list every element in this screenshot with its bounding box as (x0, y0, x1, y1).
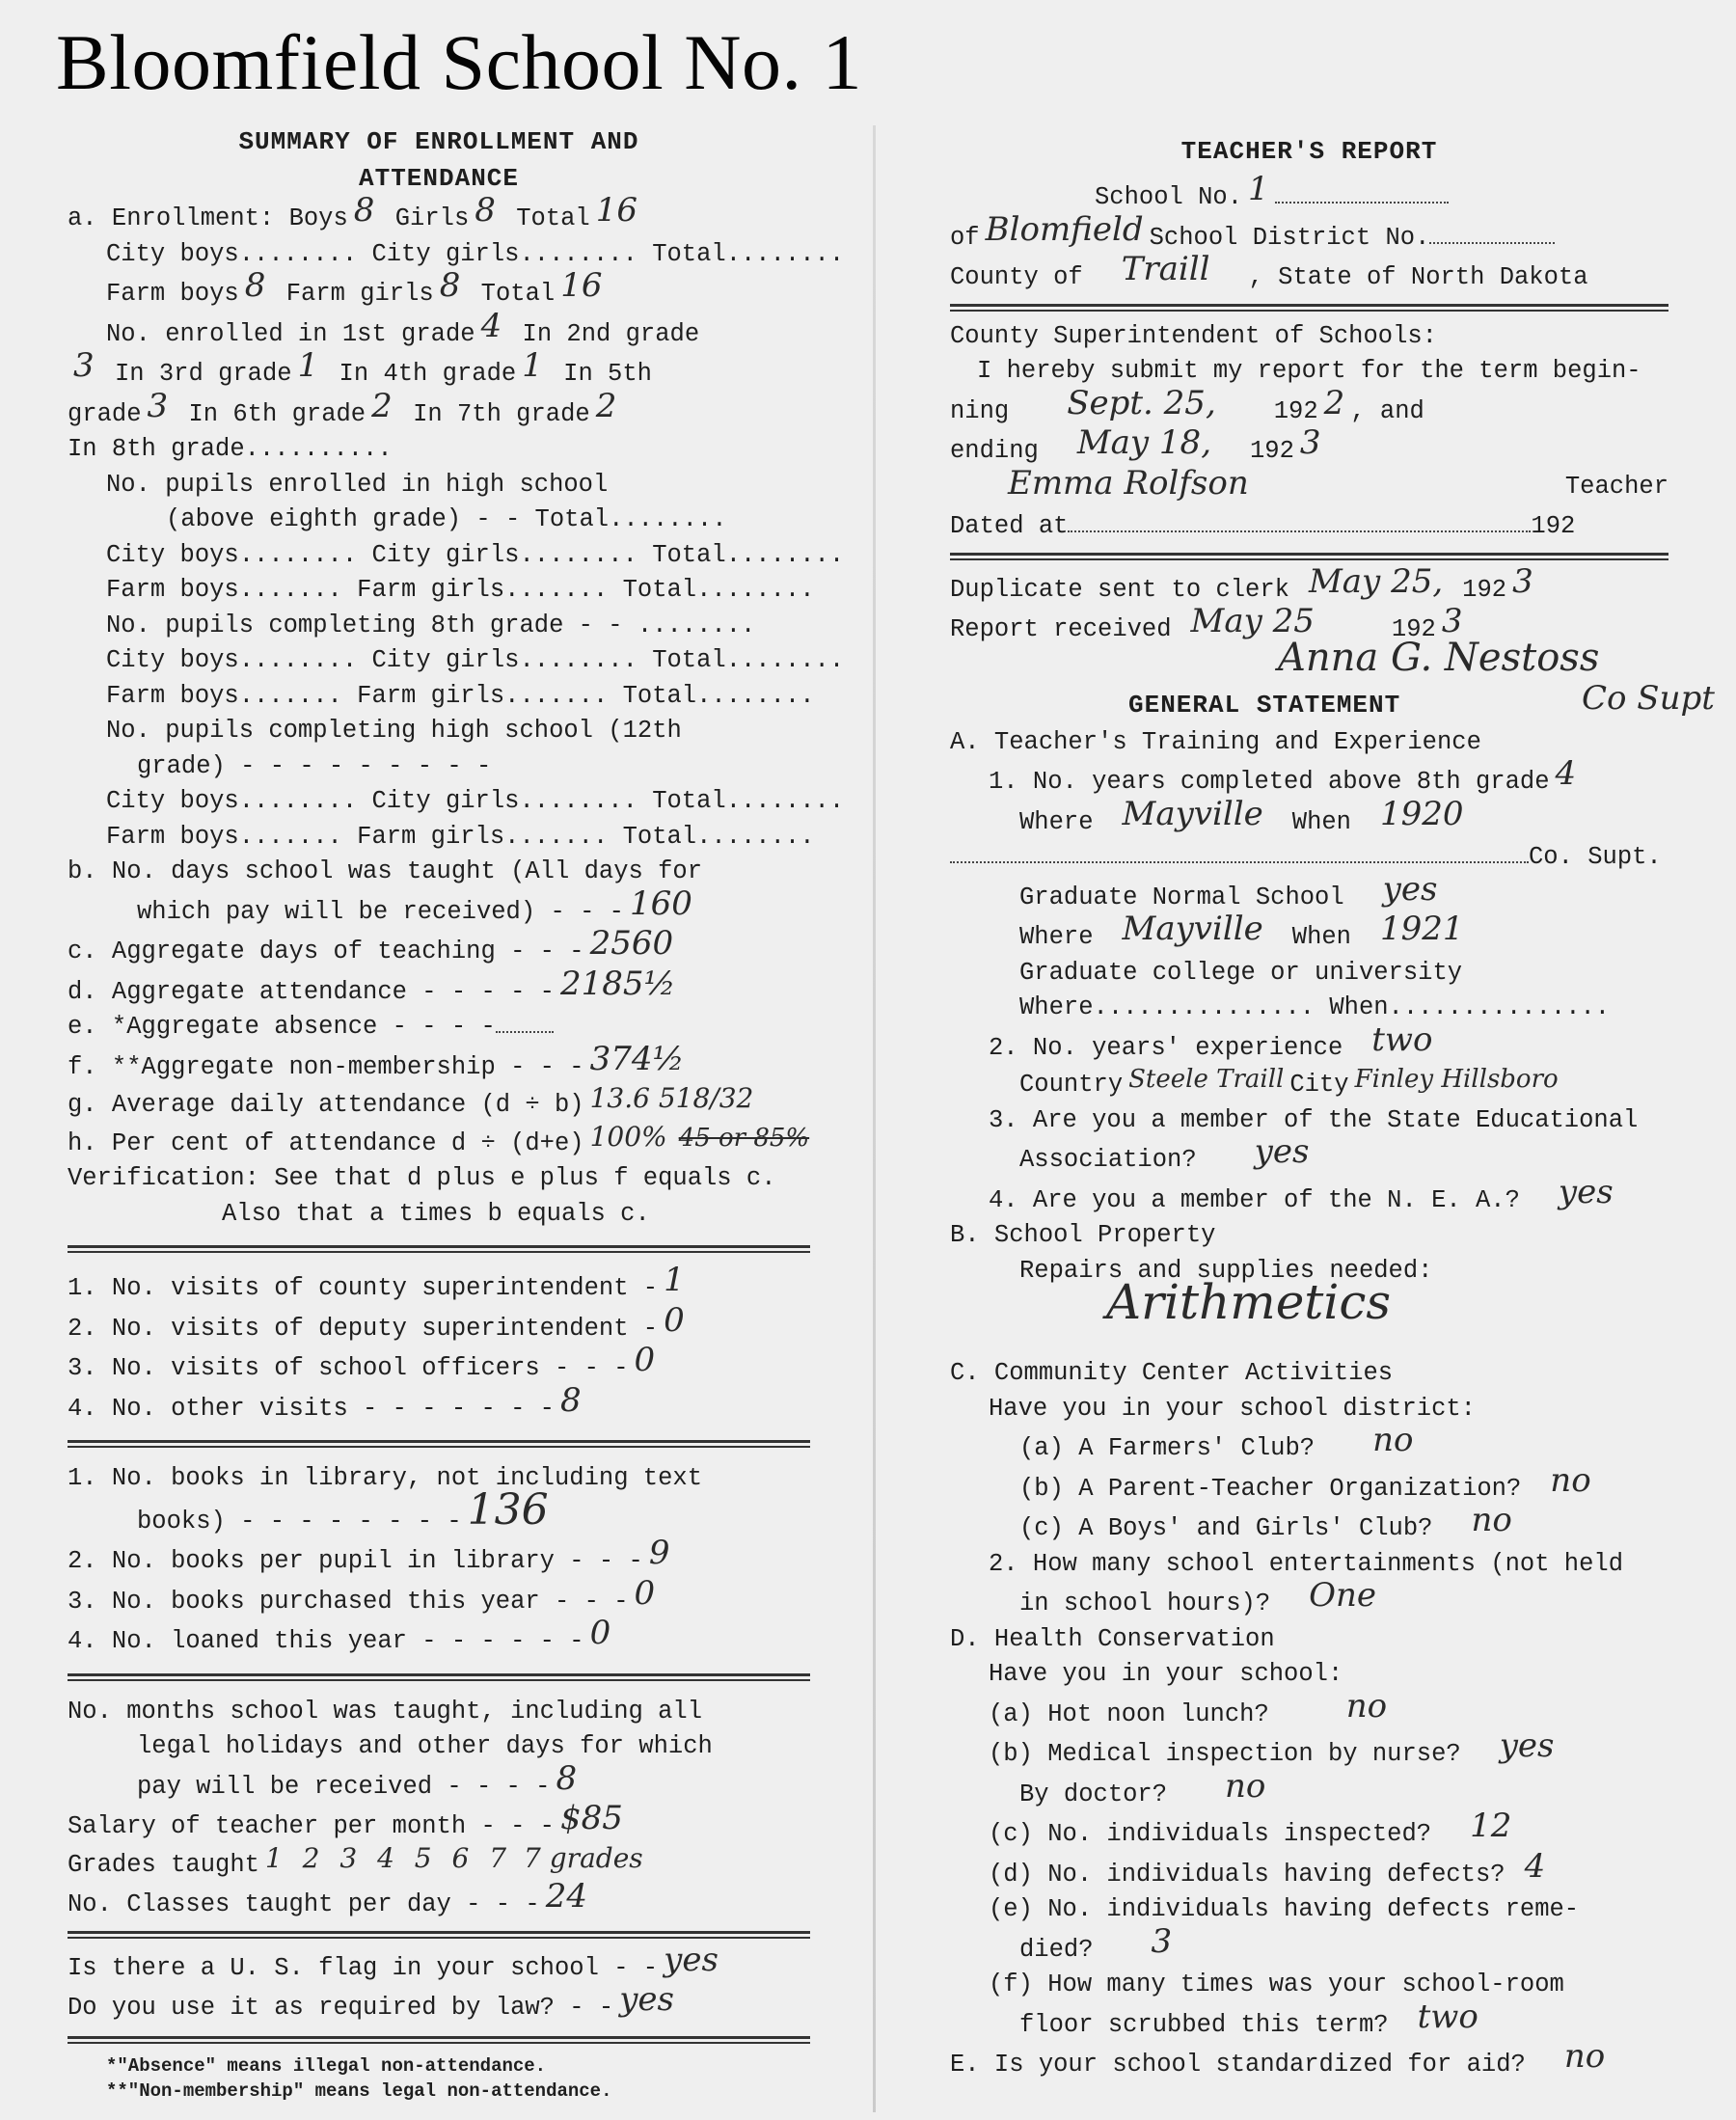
health-intro-row: Have you in your school: (989, 1660, 1343, 1688)
completing-8th-farm-row: Farm boys....... Farm girls....... Total........ (106, 681, 815, 710)
county-supt-row: County Superintendent of Schools: (950, 321, 1437, 350)
aggregate-days-value: 2560 (589, 924, 674, 963)
country-city-row (950, 1066, 1668, 1103)
library-books-label: books) - - - - - - - - (137, 1507, 462, 1536)
school-no-line (1275, 180, 1449, 204)
inspected-value: 12 (1470, 1807, 1512, 1845)
defects-value: 4 (1524, 1846, 1546, 1886)
dated-label: Dated at (950, 512, 1069, 540)
grades-taught-label: Grades taught (68, 1850, 259, 1879)
normal-where-label: Where (1019, 923, 1094, 951)
books-purchased-row (68, 1573, 810, 1620)
duplicate-label: Duplicate sent to clerk (950, 575, 1289, 604)
grade-4-label: In 4th grade (339, 360, 517, 388)
country-label: Country (1019, 1071, 1124, 1099)
farm-girls-value: 8 (439, 266, 461, 305)
average-attendance-label: g. Average daily attendance (d ÷ b) (68, 1091, 584, 1119)
teacher-row (950, 463, 1668, 510)
training-when-value: 1920 (1379, 794, 1464, 833)
received-year-value: 3 (1441, 602, 1463, 640)
grade-1-value: 4 (480, 306, 502, 345)
grade-3-label: In 3rd grade (114, 360, 292, 388)
non-membership-row (68, 1039, 810, 1086)
superintendent-signature: Anna G. Nestoss (1278, 635, 1600, 680)
classes-per-day-label: No. Classes taught per day - - - (68, 1890, 540, 1918)
end-year-value: 3 (1299, 423, 1321, 462)
completing-hs-row: No. pupils completing high school (12th (106, 717, 682, 745)
remedied-value: 3 (1151, 1921, 1173, 1961)
visits-deputy-row (68, 1300, 810, 1347)
library-books-row: 1. No. books in library, not including text (68, 1464, 703, 1492)
library-books-row2 (68, 1484, 810, 1540)
entertainments-row: 2. How many school entertainments (not held (989, 1549, 1624, 1578)
hs-enrolled-row: No. pupils enrolled in high school (106, 470, 609, 499)
visits-other-value: 8 (559, 1380, 582, 1420)
normal-where-value: Mayville (1122, 910, 1263, 948)
teacher-name-value: Emma Rolfson (1008, 463, 1249, 503)
visits-other-row (68, 1380, 810, 1427)
noon-lunch-label: (a) Hot noon lunch? (989, 1699, 1269, 1728)
average-attendance-row (68, 1082, 810, 1124)
grade-8-row: In 8th grade.......... (68, 435, 393, 463)
completing-hs-grade-row: grade) - - - - - - - - - (137, 751, 492, 780)
cosupt-line (950, 840, 1529, 863)
days-taught-label: which pay will be received) - - - (137, 897, 624, 926)
of-label: of (950, 223, 980, 252)
completing-8th-row: No. pupils completing 8th grade - - ........ (106, 611, 756, 639)
experience-value: two (1371, 1019, 1433, 1059)
boys-label: Boys (288, 204, 348, 232)
boys-girls-club-label: (c) A Boys' and Girls' Club? (1019, 1514, 1433, 1542)
teacher-report-title: TEACHER'S REPORT (1180, 137, 1438, 166)
college-where-row: Where............... When............... (1019, 993, 1611, 1021)
aggregate-absence-label: e. *Aggregate absence - - - - (68, 1013, 496, 1041)
dated-year: 192 (1531, 512, 1576, 540)
begin-year-prefix: 192 (1273, 396, 1318, 425)
salary-value: $85 (559, 1799, 623, 1837)
section-divider (68, 1673, 810, 1681)
section-divider (950, 304, 1668, 312)
days-taught-row: b. No. days school was taught (All days for (68, 857, 703, 885)
cosupt-row (950, 840, 1668, 876)
books-purchased-label: 3. No. books purchased this year - - - (68, 1587, 629, 1616)
duplicate-year-prefix: 192 (1462, 575, 1507, 604)
entertainments-row2 (950, 1576, 1668, 1622)
experience-label: 2. No. years' experience (989, 1033, 1343, 1062)
city-enrollment-row: City boys........ City girls........ Total........ (106, 239, 845, 268)
aggregate-attendance-value: 2185½ (559, 964, 676, 1003)
grade-word: grade (68, 399, 142, 428)
farm-girls-label: Farm girls (285, 280, 434, 308)
section-divider (68, 1440, 810, 1448)
begin-year-value: 2 (1323, 383, 1345, 422)
visits-officers-value: 0 (634, 1341, 656, 1379)
cosupt-label: Co. Supt. (1529, 843, 1662, 871)
district-no-line (1429, 221, 1555, 244)
grades-taught-numbers: 1 2 3 4 5 6 7 (264, 1841, 513, 1874)
country-value: Steele Traill (1128, 1065, 1285, 1094)
received-year-prefix: 192 (1391, 615, 1436, 643)
salary-label: Salary of teacher per month - - - (68, 1812, 555, 1840)
aggregate-absence-blank (496, 1010, 554, 1033)
grade-5-value: 3 (147, 386, 169, 425)
pto-label: (b) A Parent-Teacher Organization? (1019, 1474, 1522, 1503)
nurse-value: yes (1499, 1726, 1555, 1765)
standardized-label: E. Is your school standardized for aid? (950, 2051, 1526, 2079)
ending-label: ending (950, 437, 1039, 465)
visits-deputy-label: 2. No. visits of deputy superintendent - (68, 1314, 659, 1343)
enrollment-row (68, 191, 810, 237)
books-loaned-row (68, 1614, 810, 1660)
superintendent-signature-row (950, 635, 1668, 687)
farmers-club-label: (a) A Farmers' Club? (1019, 1434, 1316, 1462)
books-per-pupil-value: 9 (648, 1534, 670, 1572)
visits-county-label: 1. No. visits of county superintendent - (68, 1274, 659, 1302)
district-value: Blomfield (985, 209, 1144, 249)
received-label: Report received (950, 615, 1172, 643)
page-banner-title: Bloomfield School No. 1 (56, 18, 863, 106)
section-divider (68, 1245, 810, 1253)
state-assoc-label: Association? (1019, 1146, 1197, 1174)
training-where-label: Where (1019, 807, 1094, 836)
boys-girls-club-row (950, 1501, 1668, 1547)
farmers-club-value: no (1372, 1421, 1414, 1459)
library-books-value: 136 (467, 1484, 549, 1535)
girls-value: 8 (475, 191, 496, 230)
flag-value: yes (664, 1940, 719, 1979)
percent-attendance-value: 45 or 85% (678, 1123, 810, 1153)
aggregate-attendance-row (68, 964, 810, 1011)
books-loaned-value: 0 (589, 1614, 611, 1652)
aggregate-attendance-label: d. Aggregate attendance - - - - - (68, 977, 555, 1006)
county-label: County of (950, 263, 1083, 291)
inspected-label: (c) No. individuals inspected? (989, 1820, 1432, 1848)
visits-officers-label: 3. No. visits of school officers - - - (68, 1354, 629, 1382)
health-heading: D. Health Conservation (950, 1624, 1275, 1653)
school-no-label: School No. (1095, 183, 1243, 211)
months-taught-row3 (68, 1758, 810, 1806)
repairs-value: Arithmetics (1106, 1274, 1392, 1330)
normal-when-label: When (1291, 923, 1351, 951)
visits-officers-row (68, 1341, 810, 1387)
months-taught-label: pay will be received - - - - (137, 1772, 551, 1801)
submit-row: I hereby submit my report for the term begin- (977, 357, 1641, 385)
normal-where-row (950, 910, 1668, 956)
nurse-label: (b) Medical inspection by nurse? (989, 1740, 1461, 1768)
general-statement-row (950, 678, 1715, 725)
grades-taught-row (68, 1841, 810, 1884)
grade-3-value: 1 (297, 346, 319, 385)
aggregate-days-label: c. Aggregate days of teaching - - - (68, 938, 584, 965)
summary-title-line1: SUMMARY OF ENROLLMENT AND (238, 127, 639, 156)
scrubbed-label: floor scrubbed this term? (1019, 2010, 1389, 2039)
enrollment-label: a. Enrollment: (68, 204, 275, 232)
months-taught-row2: legal holidays and other days for which (137, 1732, 713, 1760)
boys-value: 8 (353, 191, 375, 230)
county-value: Traill (1121, 250, 1210, 288)
experience-row (950, 1019, 1668, 1067)
state-label: , State of North Dakota (1248, 263, 1588, 291)
doctor-value: no (1225, 1766, 1266, 1806)
begin-date-value: Sept. 25, (1067, 383, 1216, 422)
repairs-value-row (950, 1274, 1668, 1337)
doctor-row (950, 1766, 1668, 1813)
farm-boys-label: Farm boys (106, 280, 239, 308)
books-per-pupil-row (68, 1534, 810, 1580)
completing-hs-city-row: City boys........ City girls........ Total........ (106, 787, 845, 815)
aggregate-days-row (68, 924, 810, 970)
training-where-value: Mayville (1122, 794, 1263, 833)
section-divider (68, 1931, 810, 1939)
enrollment-summary-column (68, 123, 845, 2104)
total-label: Total (516, 204, 590, 232)
years-above-8th-value: 4 (1555, 754, 1577, 793)
visits-county-row (68, 1261, 810, 1307)
remedied-label: died? (1019, 1935, 1094, 1964)
flag-law-value: yes (619, 1980, 674, 2019)
nea-value: yes (1558, 1172, 1614, 1211)
defects-label: (d) No. individuals having defects? (989, 1860, 1505, 1889)
remedied-row: (e) No. individuals having defects reme- (989, 1895, 1580, 1923)
district-row (950, 209, 1668, 257)
nea-row (950, 1172, 1668, 1219)
boys-girls-club-value: no (1471, 1501, 1512, 1539)
non-membership-label: f. **Aggregate non-membership - - - (68, 1052, 584, 1081)
section-divider (950, 553, 1668, 560)
teacher-report-column (950, 133, 1715, 2083)
grade-5-label: In 5th (563, 360, 652, 388)
state-assoc-value: yes (1254, 1132, 1310, 1171)
summary-title-line2: ATTENDANCE (358, 164, 520, 193)
verification-row2: Also that a times b equals c. (222, 1199, 650, 1228)
entertainments-value: One (1309, 1576, 1377, 1615)
farm-total-value: 16 (560, 266, 603, 305)
teacher-label: Teacher (1564, 472, 1668, 501)
dated-line (1068, 509, 1531, 532)
received-date-value: May 25 (1190, 602, 1315, 640)
district-label: School District No. (1149, 223, 1430, 252)
classes-per-day-value: 24 (545, 1877, 587, 1916)
city-label: City (1289, 1071, 1349, 1099)
superintendent-title: Co Supt (1582, 678, 1715, 718)
percent-attendance-note: 100% (589, 1120, 667, 1153)
classes-per-day-row (68, 1877, 810, 1923)
grade-3-5-row (68, 346, 810, 393)
nea-label: 4. Are you a member of the N. E. A.? (989, 1185, 1520, 1214)
end-year-prefix: 192 (1250, 437, 1294, 465)
dated-row (950, 509, 1668, 545)
flag-law-label: Do you use it as required by law? - - (68, 1994, 614, 2022)
city-value: Finley Hillsboro (1354, 1065, 1559, 1094)
normal-school-value: yes (1382, 869, 1438, 909)
visits-deputy-value: 0 (664, 1300, 685, 1340)
days-taught-row2 (68, 883, 810, 931)
grade-6-value: 2 (371, 386, 393, 425)
repairs-row: Repairs and supplies needed: (1019, 1256, 1433, 1285)
farm-boys-value: 8 (244, 266, 266, 305)
scrubbed-row: (f) How many times was your school-room (989, 1971, 1564, 1998)
total-value: 16 (595, 191, 637, 230)
visits-county-value: 1 (664, 1261, 685, 1299)
days-taught-value: 160 (629, 883, 692, 923)
defects-row (950, 1846, 1668, 1893)
property-heading: B. School Property (950, 1221, 1216, 1249)
grade-2-value: 3 (73, 346, 95, 385)
entertainments-label: in school hours)? (1019, 1590, 1271, 1617)
hs-farm-row: Farm boys....... Farm girls....... Total........ (106, 576, 815, 604)
flag-label: Is there a U. S. flag in your school - - (68, 1953, 659, 1982)
grade-2-label: In 2nd grade (522, 319, 700, 348)
normal-school-row (950, 869, 1668, 916)
books-loaned-label: 4. No. loaned this year - - - - - - (68, 1627, 584, 1655)
percent-attendance-label: h. Per cent of attendance d ÷ (d+e) (68, 1128, 584, 1157)
flag-law-row (68, 1980, 810, 2026)
general-statement-title: GENERAL STATEMENT (1128, 690, 1401, 720)
state-assoc-row: 3. Are you a member of the State Educational (989, 1105, 1639, 1134)
training-when-label: When (1291, 807, 1351, 836)
doctor-label: By doctor? (1019, 1780, 1168, 1808)
grades-taught-value: 7 grades (524, 1841, 643, 1874)
pto-row (950, 1460, 1668, 1508)
verification-row: Verification: See that d plus e plus f equals c. (68, 1164, 776, 1192)
completing-8th-city-row: City boys........ City girls........ Total........ (106, 646, 845, 674)
books-purchased-value: 0 (634, 1573, 656, 1613)
normal-school-label: Graduate Normal School (1019, 883, 1344, 911)
months-taught-value: 8 (556, 1758, 578, 1798)
months-taught-row: No. months school was taught, including all (68, 1697, 703, 1726)
grade-6-label: In 6th grade (188, 399, 366, 428)
spacer (950, 1337, 1668, 1356)
aggregate-absence-row (68, 1010, 810, 1046)
end-date-value: May 18, (1076, 423, 1211, 462)
college-row: Graduate college or university (1019, 958, 1463, 987)
salary-row (68, 1799, 810, 1845)
county-row (950, 250, 1668, 296)
visits-other-label: 4. No. other visits - - - - - - - (68, 1394, 555, 1423)
remedied-row2 (950, 1921, 1668, 1969)
grade-7-value: 2 (595, 386, 617, 425)
grade-5-7-row (68, 386, 810, 433)
hs-city-row: City boys........ City girls........ Total........ (106, 540, 845, 569)
standardized-row (950, 2037, 1668, 2083)
training-heading: A. Teacher's Training and Experience (950, 727, 1481, 756)
and-label: , and (1350, 396, 1424, 425)
books-per-pupil-label: 2. No. books per pupil in library - - - (68, 1547, 643, 1575)
community-intro-row: Have you in your school district: (989, 1394, 1476, 1423)
completing-hs-farm-row: Farm boys....... Farm girls....... Total........ (106, 822, 815, 851)
pto-value: no (1550, 1460, 1591, 1500)
page-fold (873, 125, 876, 2112)
farm-total-label: Total (480, 280, 556, 308)
duplicate-year-value: 3 (1512, 561, 1533, 601)
standardized-value: no (1563, 2037, 1606, 2076)
scrubbed-value: two (1417, 1997, 1478, 2036)
grade-4-value: 1 (522, 346, 543, 385)
percent-attendance-row (68, 1120, 810, 1162)
section-divider (68, 2036, 810, 2044)
average-attendance-value: 13.6 518/32 (589, 1082, 754, 1114)
ning-label: ning (950, 396, 1010, 425)
grade-1-label: No. enrolled in 1st grade (106, 319, 475, 348)
girls-label: Girls (394, 204, 470, 232)
normal-when-value: 1921 (1379, 910, 1464, 948)
grade-7-label: In 7th grade (413, 399, 590, 428)
grade-1-2-row (68, 306, 810, 353)
community-heading: C. Community Center Activities (950, 1359, 1394, 1387)
years-above-8th-label: 1. No. years completed above 8th grade (989, 768, 1550, 796)
flag-row (68, 1940, 810, 1987)
duplicate-date-value: May 25, (1308, 561, 1444, 601)
noon-lunch-value: no (1345, 1686, 1388, 1726)
years-above-8th-row (950, 754, 1668, 801)
footnote-absence: *"Absence" means illegal non-attendance. (106, 2054, 547, 2077)
school-no-value: 1 (1248, 170, 1269, 208)
training-where-row (950, 794, 1668, 841)
non-membership-value: 374½ (589, 1039, 685, 1078)
footnote-nonmembership: **"Non-membership" means legal non-attendance. (106, 2079, 612, 2102)
hs-above-eighth-row: (above eighth grade) - - Total........ (166, 505, 727, 533)
farm-enrollment-row (68, 266, 810, 313)
